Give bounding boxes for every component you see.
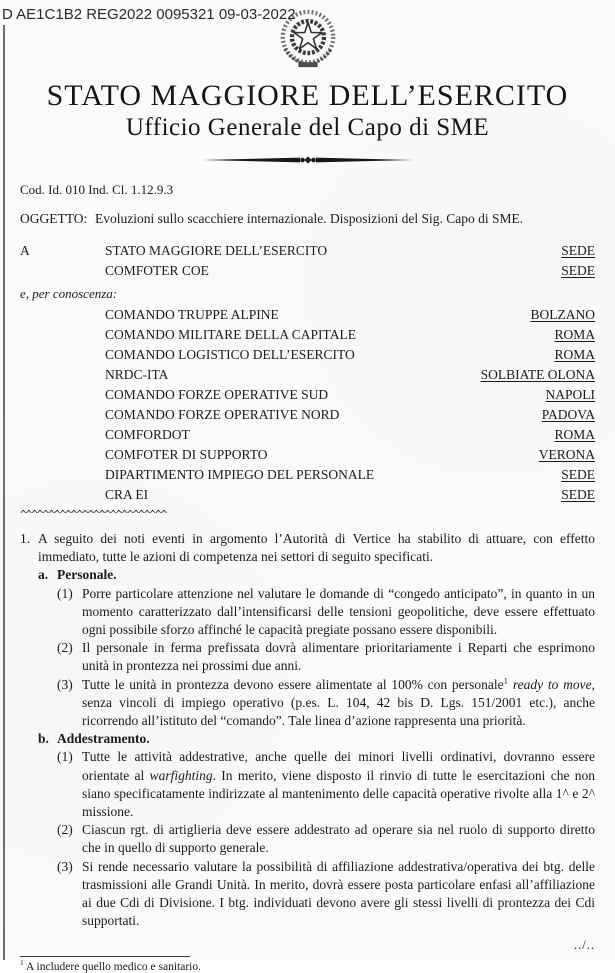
recipient-row: [20, 305, 595, 325]
recipient-place: ROMA: [554, 427, 595, 442]
recipient-name: COMFOTER DI SUPPORTO: [105, 447, 268, 462]
list-item-text: Tutte le attività addestrative, anche quelle dei minori livelli ordinativi, dovranno essere orientate al warfighting. In merito, viene disposto il rinvio di tutte le esercitazioni che non siano specificatamente indirizzate al mantenimento delle capacità operative rivolte alla 1^ e 2^ missione.: [82, 749, 595, 820]
scan-edge-line: [3, 25, 5, 960]
recipient-name: COMFOTER COE: [105, 263, 209, 278]
recipient-row: [20, 385, 595, 405]
recipient-place: VERONA: [538, 447, 595, 462]
recipient-name: COMANDO MILITARE DELLA CAPITALE: [105, 327, 356, 342]
ornamental-divider: [203, 155, 413, 165]
recipient-row: [20, 485, 595, 505]
subject-text: Evoluzioni sullo scacchiere internazionale. Disposizioni del Sig. Capo di SME.: [95, 211, 524, 226]
recipient-name: COMANDO LOGISTICO DELL’ESERCITO: [105, 347, 355, 362]
recipient-place: NAPOLI: [545, 387, 595, 402]
list-item-a1: [57, 585, 595, 640]
list-item-number: (1): [57, 585, 73, 601]
list-item-b2: [57, 821, 595, 857]
recipient-place: SEDE: [561, 243, 595, 258]
paragraph-1: [20, 530, 595, 566]
subject-label: OGGETTO:: [20, 211, 88, 226]
recipient-row: [20, 241, 595, 261]
to-label: A: [20, 243, 30, 258]
recipient-name: COMANDO FORZE OPERATIVE SUD: [105, 387, 329, 402]
recipient-row: [20, 405, 595, 425]
list-item-a3: [57, 676, 595, 731]
recipient-place: SEDE: [561, 467, 595, 482]
paragraph-number: 1.: [20, 531, 31, 546]
list-item-text: Tutte le unità in prontezza devono essere alimentate al 100% con personale$^1$ ready to move, senza vincoli di impiego operativo (p.es. L. 104, 42 bis D. Lgs. 151/2001 etc.), anche ricorrendo all’istituto del “comando”. Tale linea d’azione rappresenta una priorità.: [82, 675, 595, 729]
footnote-text: $^1$ A includere quello medico e sanitario.: [20, 958, 201, 973]
recipient-name: COMFORDOT: [105, 427, 190, 442]
list-item-number: (1): [57, 749, 73, 765]
list-item-text: Ciascun rgt. di artiglieria deve essere addestrato ad operare sia nel ruolo di supporto diretto che in quello di supporto generale.: [82, 822, 595, 856]
zigzag-separator: ^^^^^^^^^^^^^^^^^^^^^^^^^^: [20, 508, 167, 521]
recipient-name: COMANDO FORZE OPERATIVE NORD: [105, 407, 340, 422]
paragraph-text: A seguito dei noti eventi in argomento l’Autorità di Vertice ha stabilito di attuare, con effetto immediato, tutte le azioni di competenza nei settori di seguito specificati.: [38, 531, 595, 565]
recipient-place: SOLBIATE OLONA: [480, 367, 595, 382]
subject-line: [20, 211, 595, 227]
recipient-row: [20, 345, 595, 365]
recipient-row: [20, 261, 595, 281]
recipient-row: [20, 465, 595, 485]
recipient-row: [20, 425, 595, 445]
list-item-text: Si rende necessario valutare la possibilità di affiliazione addestrativa/operativa dei btg. delle trasmissioni alle Grandi Unità. In merito, dovrà essere posta particolare enfasi all’affiliazione ai due Cdi di Divisione. I btg. individuati devono avere gli stessi livelli di prontezza dei Cdi supportati.: [82, 858, 595, 929]
continuation-mark: ../..: [574, 938, 595, 953]
list-item-b3: [57, 858, 595, 931]
section-b-heading: b. Addestramento.: [38, 731, 150, 747]
recipient-place: SEDE: [561, 263, 595, 278]
doc-code: Cod. Id. 010 Ind. Cl. 1.12.9.3: [20, 182, 174, 197]
list-item-number: (2): [57, 822, 73, 838]
recipient-name: COMANDO TRUPPE ALPINE: [105, 307, 279, 322]
footnote-rule: [20, 956, 190, 957]
org-subtitle: Ufficio Generale del Capo di SME: [125, 114, 490, 141]
list-item-number: (3): [57, 676, 73, 692]
list-item-text: Il personale in ferma prefissata dovrà alimentare prioritariamente i Reparti che esprimono unità in prontezza nei prossimi due anni.: [82, 640, 595, 674]
recipient-name: NRDC-ITA: [105, 367, 169, 382]
org-title: STATO MAGGIORE DELL’ESERCITO: [46, 79, 569, 112]
list-item-number: (2): [57, 640, 73, 656]
cc-label: e, per conoscenza:: [20, 286, 118, 301]
recipient-row: [20, 325, 595, 345]
recipient-place: PADOVA: [541, 407, 595, 422]
recipient-place: SEDE: [561, 487, 595, 502]
recipient-row: [20, 365, 595, 385]
section-a-heading: a. Personale.: [38, 567, 117, 583]
recipient-place: BOLZANO: [530, 307, 595, 322]
recipient-name: CRA EI: [105, 487, 149, 502]
recipient-name: STATO MAGGIORE DELL’ESERCITO: [105, 243, 328, 258]
list-item-number: (3): [57, 858, 73, 874]
recipient-row: [20, 445, 595, 465]
recipient-name: DIPARTIMENTO IMPIEGO DEL PERSONALE: [105, 467, 375, 482]
list-item-b1: [57, 748, 595, 821]
list-item-a2: [57, 639, 595, 675]
recipient-place: ROMA: [554, 327, 595, 342]
recipient-place: ROMA: [554, 347, 595, 362]
recipients-block: [20, 241, 595, 505]
list-item-text: Porre particolare attenzione nel valutare le domande di “congedo anticipato”, in quanto in un momento caratterizzato dall’intensificarsi delle tensioni geopolitiche, deve essere effettuato ogni possibile sforzo affinché le capacità pregiate possano essere disponibili.: [82, 585, 595, 638]
document-id: D AE1C1B2 REG2022 0095321 09-03-2022: [2, 6, 296, 23]
document-body: [20, 530, 595, 930]
